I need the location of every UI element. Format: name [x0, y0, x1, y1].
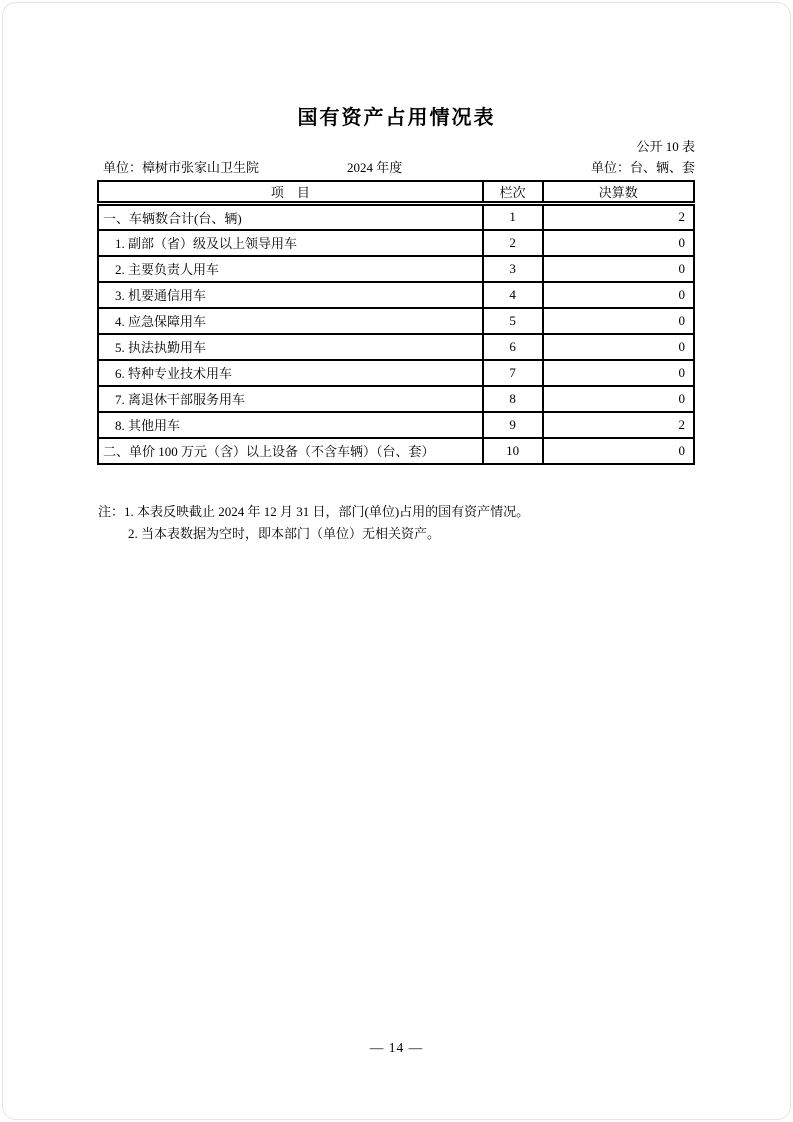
table-header-row: [98, 181, 694, 204]
page-title: 国有资产占用情况表: [297, 107, 496, 129]
page-number: — 14 —: [369, 1040, 424, 1055]
item-cell: 5. 执法执勤用车: [98, 334, 483, 360]
header-column-index: 栏次: [483, 181, 543, 204]
fiscal-year-label: 2024 年度: [347, 160, 403, 175]
item-cell: 二、单价 100 万元（含）以上设备（不含车辆）（台、套）: [98, 438, 483, 464]
table-row: [98, 308, 694, 334]
table-meta-row: [97, 157, 695, 175]
note-line-1: 1. 本表反映截止 2024 年 12 月 31 日，部门(单位)占用的国有资产情况。: [124, 504, 530, 519]
asset-occupancy-table: [97, 180, 695, 465]
column-index-cell: 5: [483, 308, 543, 334]
value-cell: 0: [543, 282, 694, 308]
column-index-cell: 10: [483, 438, 543, 464]
column-index-cell: 9: [483, 412, 543, 438]
item-cell: 2. 主要负责人用车: [98, 256, 483, 282]
column-index-cell: 1: [483, 204, 543, 230]
footnotes: [98, 501, 696, 545]
column-index-cell: 2: [483, 230, 543, 256]
value-cell: 0: [543, 230, 694, 256]
table-row: [98, 412, 694, 438]
value-cell: 2: [543, 412, 694, 438]
note-line-2: 2. 当本表数据为空时，即本部门（单位）无相关资产。: [128, 526, 441, 541]
item-cell: 8. 其他用车: [98, 412, 483, 438]
item-cell: 3. 机要通信用车: [98, 282, 483, 308]
header-item: 项 目: [98, 181, 483, 204]
header-value: 决算数: [543, 181, 694, 204]
item-cell: 4. 应急保障用车: [98, 308, 483, 334]
item-cell: 6. 特种专业技术用车: [98, 360, 483, 386]
column-index-cell: 3: [483, 256, 543, 282]
table-row: [98, 256, 694, 282]
value-cell: 0: [543, 308, 694, 334]
column-index-cell: 7: [483, 360, 543, 386]
measure-unit-label: 单位：台、辆、套: [590, 160, 695, 175]
value-cell: 0: [543, 386, 694, 412]
item-cell: 一、车辆数合计(台、辆): [98, 204, 483, 230]
table-row: [98, 360, 694, 386]
table-row: [98, 334, 694, 360]
item-cell: 1. 副部（省）级及以上领导用车: [98, 230, 483, 256]
reporting-unit-label: 单位：樟树市张家山卫生院: [103, 160, 260, 175]
note-label: 注：: [98, 504, 125, 519]
table-row: [98, 204, 694, 230]
value-cell: 2: [543, 204, 694, 230]
table-row: [98, 282, 694, 308]
column-index-cell: 4: [483, 282, 543, 308]
value-cell: 0: [543, 256, 694, 282]
table-row: [98, 438, 694, 464]
value-cell: 0: [543, 438, 694, 464]
column-index-cell: 6: [483, 334, 543, 360]
value-cell: 0: [543, 334, 694, 360]
value-cell: 0: [543, 360, 694, 386]
table-row: [98, 386, 694, 412]
public-table-label: 公开 10 表: [636, 139, 695, 154]
item-cell: 7. 离退休干部服务用车: [98, 386, 483, 412]
column-index-cell: 8: [483, 386, 543, 412]
table-row: [98, 230, 694, 256]
